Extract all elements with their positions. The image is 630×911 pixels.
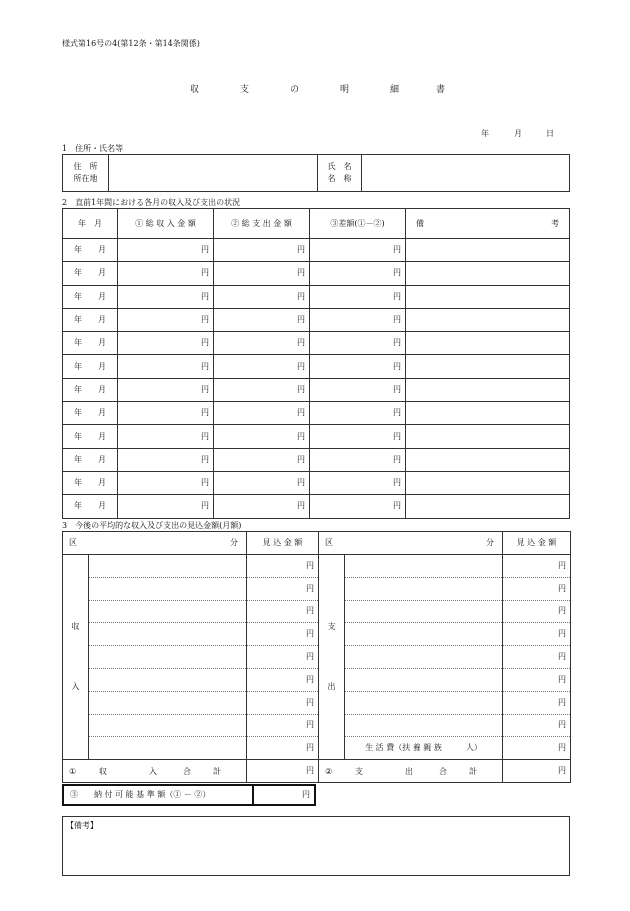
row-year-month[interactable]: 年 月 [63,262,118,285]
kubun-label: 区 [69,538,77,547]
income-item[interactable] [89,600,247,623]
corp-name-label: 名 称 [327,174,352,183]
expense-total-label-char: 計 [469,767,477,777]
row-difference[interactable]: 円 [310,425,406,448]
expense-amount[interactable]: 円 [503,714,571,737]
row-total-expense[interactable]: 円 [214,308,310,331]
date-year: 年 [481,129,489,138]
expense-total-label-char: ② [325,767,333,777]
payable-standard-amount[interactable]: 円 [302,790,310,799]
name-label: 氏 名 [327,162,352,171]
row-total-income[interactable]: 円 [118,425,214,448]
header-year-month: 年 月 [63,209,118,239]
row-total-income[interactable]: 円 [118,239,214,262]
expense-item[interactable] [345,714,503,737]
title-char: 支 [240,85,250,95]
kubun-label: 区 [325,538,333,547]
row-year-month[interactable]: 年 月 [63,308,118,331]
income-amount[interactable]: 円 [247,714,319,737]
location-label: 所在地 [73,174,98,183]
row-difference[interactable]: 円 [310,332,406,355]
row-difference[interactable]: 円 [310,308,406,331]
income-total-label-char: 計 [213,767,221,777]
forecast-row [63,737,571,760]
row-remarks[interactable] [406,402,570,425]
income-total-label-char: ① [69,767,77,777]
row-total-income[interactable]: 円 [118,471,214,494]
expense-amount[interactable]: 円 [503,668,571,691]
forecast-table [62,531,571,783]
row-remarks[interactable] [406,308,570,331]
row-total-income[interactable]: 円 [118,448,214,471]
expense-side-label [319,555,345,760]
row-difference[interactable]: 円 [310,448,406,471]
section3-heading: 3 今後の平均的な収入及び支出の見込金額(月額) [62,521,242,530]
header-remarks [406,209,570,239]
forecast-row [63,577,571,600]
expense-total-label-char: 支 [355,767,363,777]
row-total-income[interactable]: 円 [118,402,214,425]
row-difference[interactable]: 円 [310,285,406,308]
row-remarks[interactable] [406,332,570,355]
title-char: 明 [340,85,350,95]
row-remarks[interactable] [406,239,570,262]
expense-amount[interactable]: 円 [503,737,571,760]
payable-standard-label: ③ 納 付 可 能 基 準 額（① － ②） [63,785,253,805]
header-remarks-right: 考 [551,218,559,228]
monthly-row [63,378,570,401]
row-difference[interactable]: 円 [310,378,406,401]
monthly-row [63,308,570,331]
monthly-row [63,448,570,471]
row-total-expense[interactable]: 円 [214,378,310,401]
col-kubun-expense [319,532,503,555]
row-remarks[interactable] [406,285,570,308]
expense-total-label-char: 合 [439,767,447,777]
date-month: 月 [514,129,522,138]
income-total-label-char: 入 [149,767,157,777]
expense-total-label [319,760,503,783]
forecast-row [63,555,571,578]
monthly-row [63,355,570,378]
income-item[interactable] [89,668,247,691]
expense-item[interactable] [345,600,503,623]
address-label: 住 所 [73,162,98,171]
title-char: 書 [436,85,446,95]
row-remarks[interactable] [406,471,570,494]
totals-row [63,760,571,783]
row-year-month[interactable]: 年 月 [63,448,118,471]
row-remarks[interactable] [406,495,570,518]
income-amount[interactable]: 円 [247,623,319,646]
forecast-row [63,600,571,623]
date-day: 日 [546,129,554,138]
expense-item[interactable] [345,691,503,714]
col-amount-income: 見 込 金 額 [247,532,319,555]
row-total-expense[interactable]: 円 [214,262,310,285]
expense-total-amount[interactable]: 円 [503,760,571,783]
row-total-income[interactable]: 円 [118,262,214,285]
col-kubun-income [63,532,247,555]
income-item[interactable] [89,714,247,737]
income-side-label [63,555,89,760]
remarks-box[interactable] [62,816,570,876]
address-label-cell [63,155,109,192]
row-year-month[interactable]: 年 月 [63,285,118,308]
expense-char: 支 [327,622,336,632]
payable-standard-box [62,784,316,806]
income-total-label-char: 収 [99,767,107,777]
income-total-amount[interactable]: 円 [247,760,319,783]
row-remarks[interactable] [406,378,570,401]
income-amount[interactable]: 円 [247,577,319,600]
monthly-row [63,495,570,518]
income-total-label [63,760,247,783]
row-total-expense[interactable]: 円 [214,285,310,308]
row-year-month[interactable]: 年 月 [63,425,118,448]
row-year-month[interactable]: 年 月 [63,402,118,425]
forecast-row [63,714,571,737]
row-year-month[interactable]: 年 月 [63,495,118,518]
address-field[interactable] [109,155,318,192]
forecast-row [63,646,571,669]
income-amount[interactable]: 円 [247,691,319,714]
header-total-expense: ② 総 支 出 金 額 [214,209,310,239]
row-difference[interactable]: 円 [310,471,406,494]
forecast-row [63,623,571,646]
row-difference[interactable]: 円 [310,402,406,425]
form-number: 様式第16号の4(第12条・第14条関係) [62,39,200,48]
expense-amount[interactable]: 円 [503,577,571,600]
row-total-expense[interactable]: 円 [214,495,310,518]
expense-item[interactable] [345,623,503,646]
monthly-row [63,332,570,355]
expense-char: 出 [327,682,336,692]
income-item[interactable] [89,737,247,760]
bun-label: 分 [486,538,494,547]
income-item[interactable] [89,555,247,578]
monthly-row [63,471,570,494]
expense-item[interactable] [345,577,503,600]
row-difference[interactable]: 円 [310,355,406,378]
row-remarks[interactable] [406,425,570,448]
income-item[interactable] [89,646,247,669]
income-item[interactable] [89,577,247,600]
row-total-income[interactable]: 円 [118,378,214,401]
income-char: 収 [71,622,80,632]
expense-amount[interactable]: 円 [503,691,571,714]
monthly-row [63,262,570,285]
col-amount-expense: 見 込 金 額 [503,532,571,555]
income-amount[interactable]: 円 [247,646,319,669]
address-table [62,154,570,192]
section1-heading: 1 住所・氏名等 [62,144,124,153]
monthly-row [63,239,570,262]
name-label-cell [318,155,362,192]
remarks-label: 【備考】 [66,821,98,830]
row-total-expense[interactable]: 円 [214,332,310,355]
row-year-month[interactable]: 年 月 [63,378,118,401]
income-amount[interactable]: 円 [247,555,319,578]
header-remarks-left: 備 [416,218,424,228]
row-total-expense[interactable]: 円 [214,402,310,425]
header-total-income: ① 総 収 入 金 額 [118,209,214,239]
row-difference[interactable]: 円 [310,495,406,518]
monthly-row [63,285,570,308]
row-total-expense[interactable]: 円 [214,425,310,448]
income-amount[interactable]: 円 [247,668,319,691]
expense-amount[interactable]: 円 [503,646,571,669]
forecast-row [63,668,571,691]
row-year-month[interactable]: 年 月 [63,332,118,355]
title-char: 細 [390,85,400,95]
income-char: 入 [71,682,80,692]
expense-total-label-char: 出 [405,767,413,777]
title-char: 収 [190,85,200,95]
row-year-month[interactable]: 年 月 [63,239,118,262]
monthly-row [63,402,570,425]
income-amount[interactable]: 円 [247,737,319,760]
row-difference[interactable]: 円 [310,239,406,262]
row-total-expense[interactable]: 円 [214,471,310,494]
income-item[interactable] [89,623,247,646]
row-total-income[interactable]: 円 [118,285,214,308]
forecast-row [63,691,571,714]
row-difference[interactable]: 円 [310,262,406,285]
income-total-label-char: 合 [183,767,191,777]
expense-item[interactable] [345,646,503,669]
row-total-income[interactable]: 円 [118,308,214,331]
row-year-month[interactable]: 年 月 [63,355,118,378]
row-total-expense[interactable]: 円 [214,239,310,262]
income-item[interactable] [89,691,247,714]
expense-item[interactable] [345,555,503,578]
row-total-income[interactable]: 円 [118,332,214,355]
expense-amount[interactable]: 円 [503,555,571,578]
header-difference: ③差額(①－②) [310,209,406,239]
expense-amount[interactable]: 円 [503,600,571,623]
row-total-income[interactable]: 円 [118,355,214,378]
row-year-month[interactable]: 年 月 [63,471,118,494]
bun-label: 分 [230,538,238,547]
row-remarks[interactable] [406,355,570,378]
expense-amount[interactable]: 円 [503,623,571,646]
row-total-expense[interactable]: 円 [214,355,310,378]
income-amount[interactable]: 円 [247,600,319,623]
name-field[interactable] [362,155,570,192]
living-expense-item[interactable]: 生 活 費（扶 養 親 族 人） [345,737,503,760]
row-remarks[interactable] [406,448,570,471]
monthly-table [62,208,570,519]
document-title [0,82,630,94]
title-char: の [290,85,300,95]
row-remarks[interactable] [406,262,570,285]
monthly-row [63,425,570,448]
row-total-income[interactable]: 円 [118,495,214,518]
expense-item[interactable] [345,668,503,691]
row-total-expense[interactable]: 円 [214,448,310,471]
section2-heading: 2 直前1年間における各月の収入及び支出の状況 [62,198,241,207]
